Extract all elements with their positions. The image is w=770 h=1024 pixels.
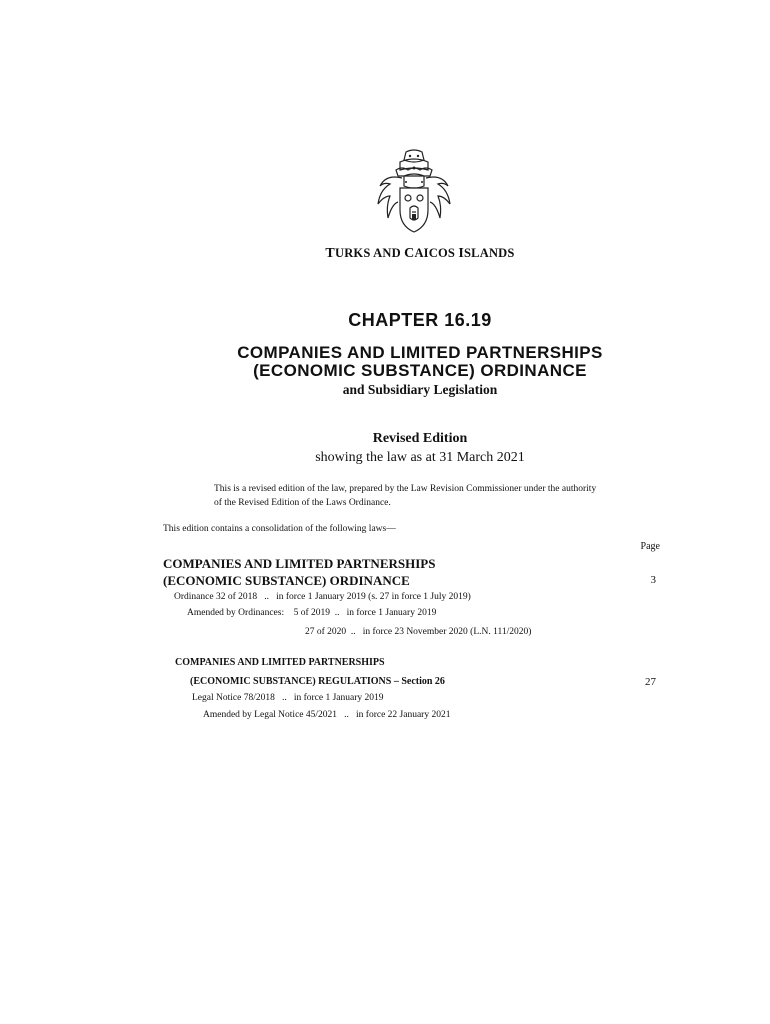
revision-note bbox=[214, 482, 644, 510]
law1-title-line1: COMPANIES AND LIMITED PARTNERSHIPS bbox=[163, 556, 436, 571]
law2-amended-by: Amended by Legal Notice 45/2021 .. in force 22 January 2021 bbox=[203, 710, 451, 720]
ordinance-title-line1: COMPANIES AND LIMITED PARTNERSHIPS bbox=[237, 343, 603, 362]
revision-note-line2: of the Revised Edition of the Laws Ordinance. bbox=[214, 498, 391, 508]
law1-amended-by: Amended by Ordinances: 5 of 2019 .. in force 1 January 2019 bbox=[187, 608, 437, 618]
law1-page-number: 3 bbox=[650, 574, 656, 586]
ordinance-title-line2: (ECONOMIC SUBSTANCE) ORDINANCE bbox=[253, 361, 587, 380]
law1-amended-by-2: 27 of 2020 .. in force 23 November 2020 (L.N. 111/2020) bbox=[305, 627, 532, 637]
law-as-at-date: showing the law as at 31 March 2021 bbox=[315, 450, 525, 465]
page-column-header: Page bbox=[640, 541, 660, 552]
country-name: TURKS AND CAICOS ISLANDS bbox=[325, 246, 515, 261]
law2-title-line2: (ECONOMIC SUBSTANCE) REGULATIONS – Section 26 bbox=[190, 676, 445, 687]
revised-edition-label: Revised Edition bbox=[372, 431, 468, 446]
subsidiary-legislation-label: and Subsidiary Legislation bbox=[342, 382, 498, 397]
coat-of-arms-icon bbox=[366, 148, 462, 240]
chapter-number: CHAPTER 16.19 bbox=[348, 310, 492, 330]
ordinance-title bbox=[0, 344, 770, 380]
law-entry-ordinance-title bbox=[163, 555, 435, 589]
law2-legal-notice: Legal Notice 78/2018 .. in force 1 January 2019 bbox=[192, 693, 384, 703]
law1-ordinance-detail: Ordinance 32 of 2018 .. in force 1 January 2019 (s. 27 in force 1 July 2019) bbox=[174, 592, 471, 602]
law1-title-line2: (ECONOMIC SUBSTANCE) ORDINANCE bbox=[163, 573, 410, 588]
law2-page-number: 27 bbox=[645, 676, 656, 688]
revision-note-line1: This is a revised edition of the law, prepared by the Law Revision Commissioner under the authority bbox=[214, 484, 597, 494]
consolidation-intro: This edition contains a consolidation of the following laws— bbox=[163, 524, 396, 534]
law2-title-line1: COMPANIES AND LIMITED PARTNERSHIPS bbox=[175, 657, 385, 668]
